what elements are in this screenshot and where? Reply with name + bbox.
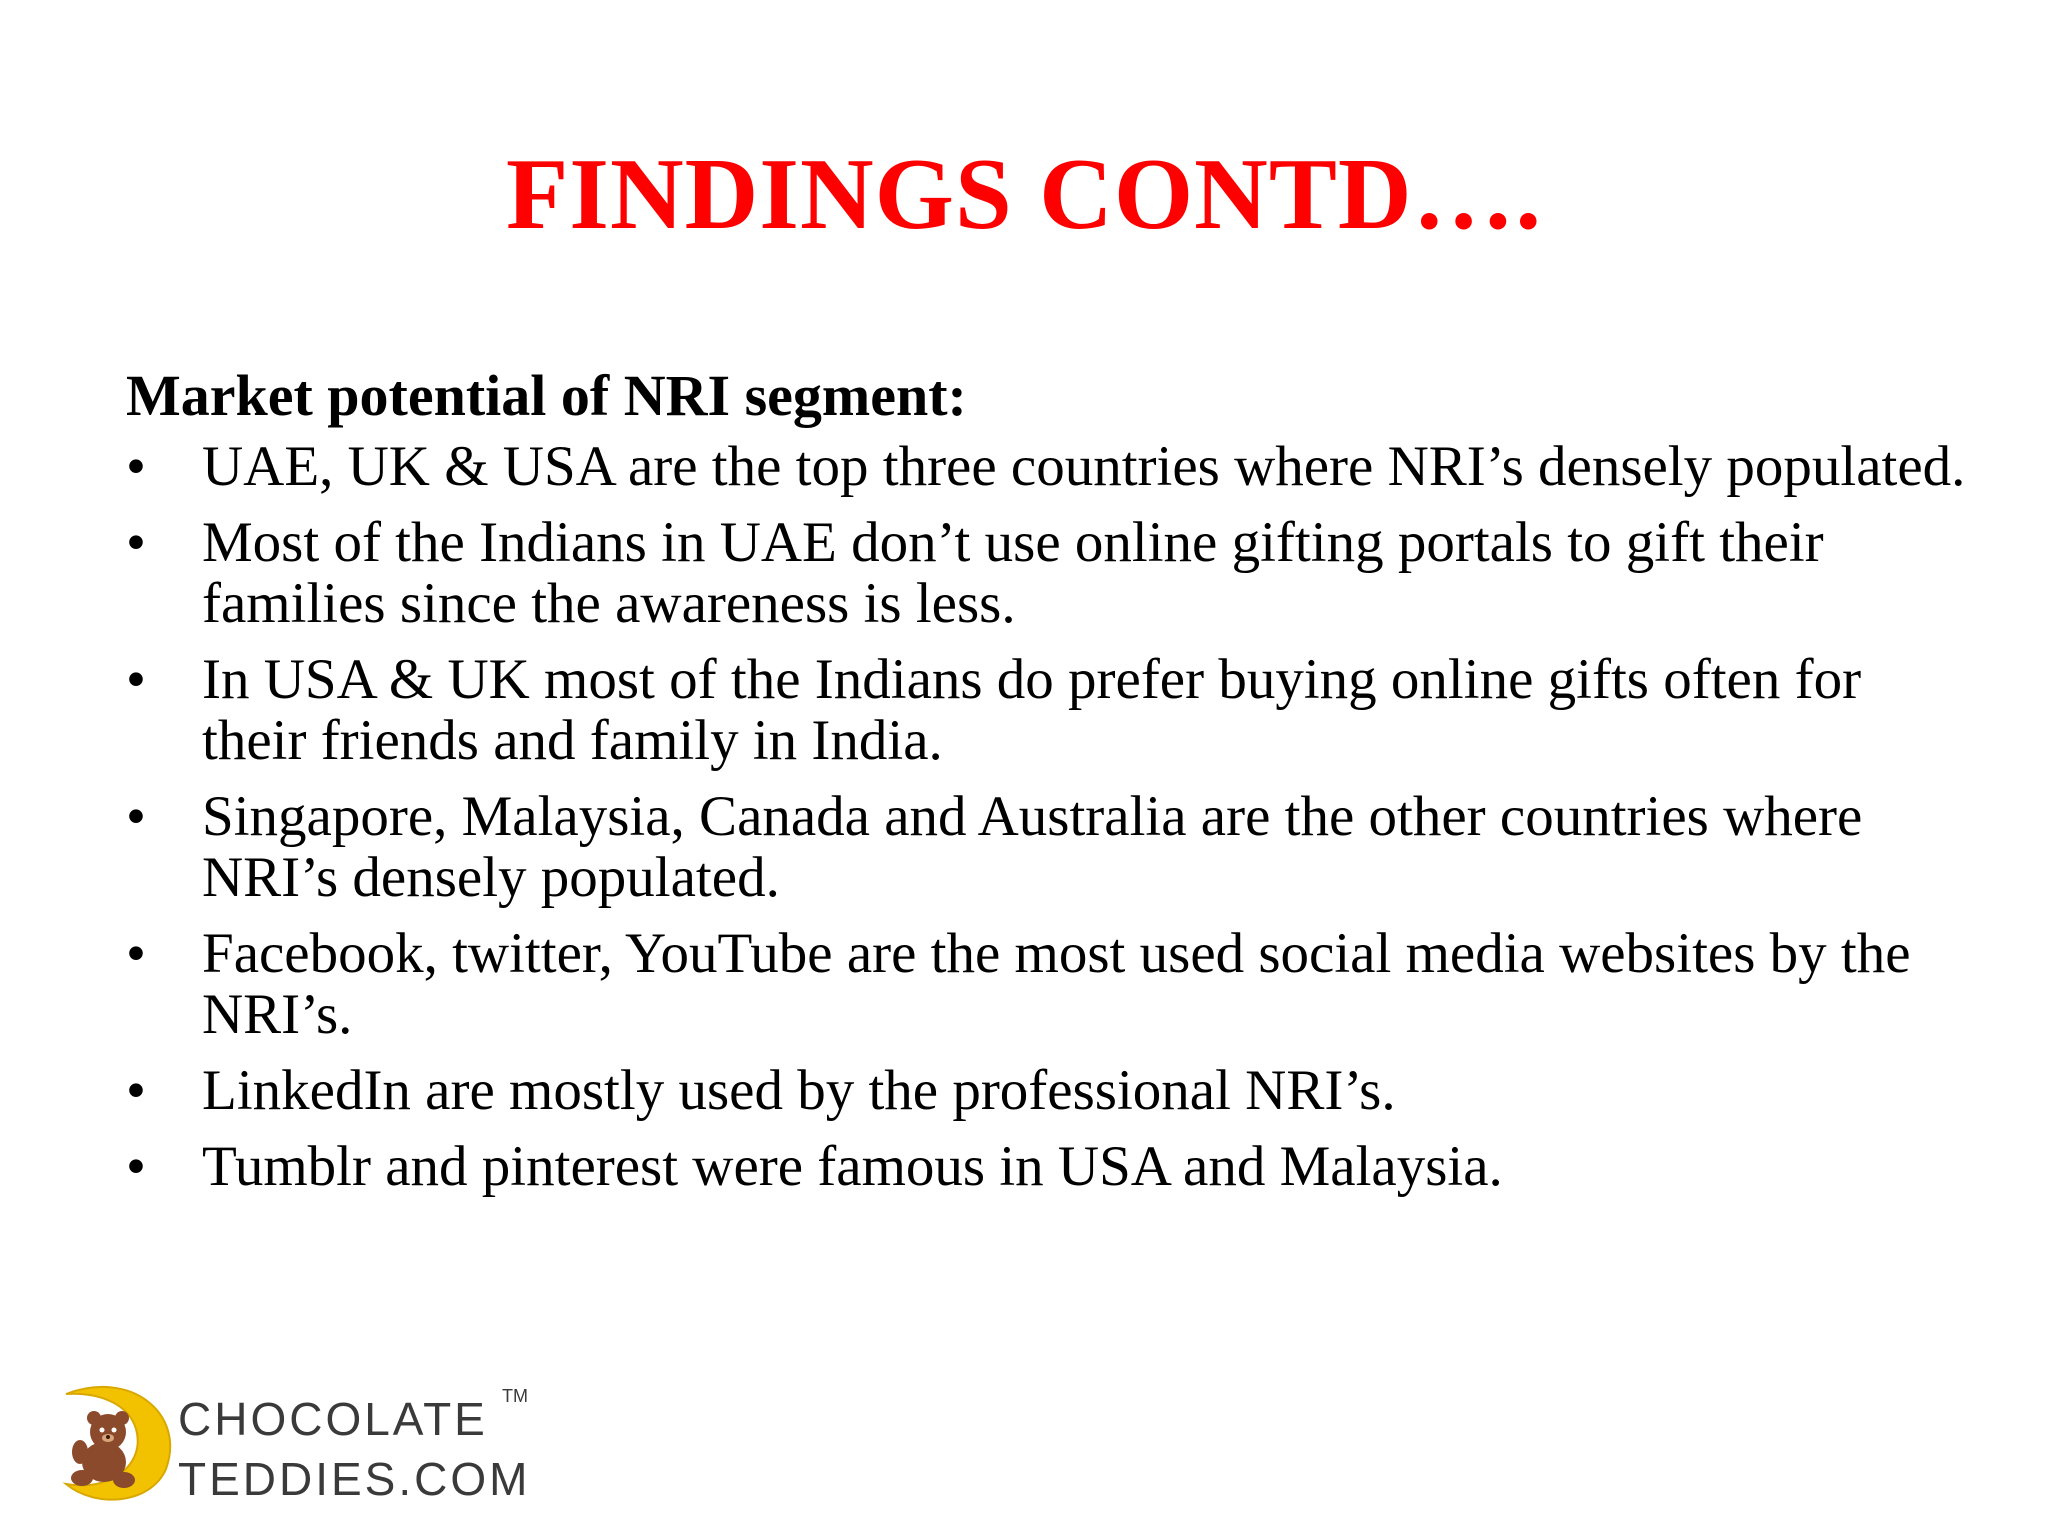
bullet-item <box>126 512 1966 634</box>
bullet-item <box>126 1136 1966 1197</box>
bullet-item <box>126 649 1966 771</box>
bullet-text: Facebook, twitter, YouTube are the most used social media websites by the NRI’s. <box>202 922 1911 1046</box>
bullet-text: Most of the Indians in UAE don’t use online gifting portals to gift their families since the awareness is less. <box>202 511 1824 635</box>
bullet-item <box>126 1060 1966 1121</box>
logo-text-line2: TEDDIES.COM <box>178 1453 531 1505</box>
bullet-text: Tumblr and pinterest were famous in USA and Malaysia. <box>202 1135 1503 1198</box>
logo-text-line1: CHOCOLATE <box>178 1393 488 1445</box>
slide-title: FINDINGS CONTD…. <box>505 138 1543 251</box>
bullet-icon: • <box>126 435 146 498</box>
bullet-icon: • <box>126 1059 146 1122</box>
bullet-list <box>126 436 1966 1197</box>
bullet-text: Singapore, Malaysia, Canada and Australia are the other countries where NRI’s densely populated. <box>202 785 1863 909</box>
bullet-icon: • <box>126 648 146 711</box>
bullet-item <box>126 786 1966 908</box>
logo-trademark: TM <box>502 1386 528 1406</box>
bullet-icon: • <box>126 785 146 848</box>
slide-content <box>126 364 1966 1212</box>
bullet-text: LinkedIn are mostly used by the professional NRI’s. <box>202 1059 1396 1122</box>
bullet-icon: • <box>126 511 146 574</box>
bullet-item <box>126 923 1966 1045</box>
bullet-text: UAE, UK & USA are the top three countries where NRI’s densely populated. <box>202 435 1966 498</box>
bullet-icon: • <box>126 922 146 985</box>
chocolate-teddies-logo <box>36 1374 531 1505</box>
bullet-item <box>126 436 1966 497</box>
section-heading: Market potential of NRI segment: <box>126 363 967 428</box>
teddy-moon-icon <box>36 1374 186 1504</box>
bullet-text: In USA & UK most of the Indians do prefer buying online gifts often for their friends and family in India. <box>202 648 1862 772</box>
bullet-icon: • <box>126 1135 146 1198</box>
